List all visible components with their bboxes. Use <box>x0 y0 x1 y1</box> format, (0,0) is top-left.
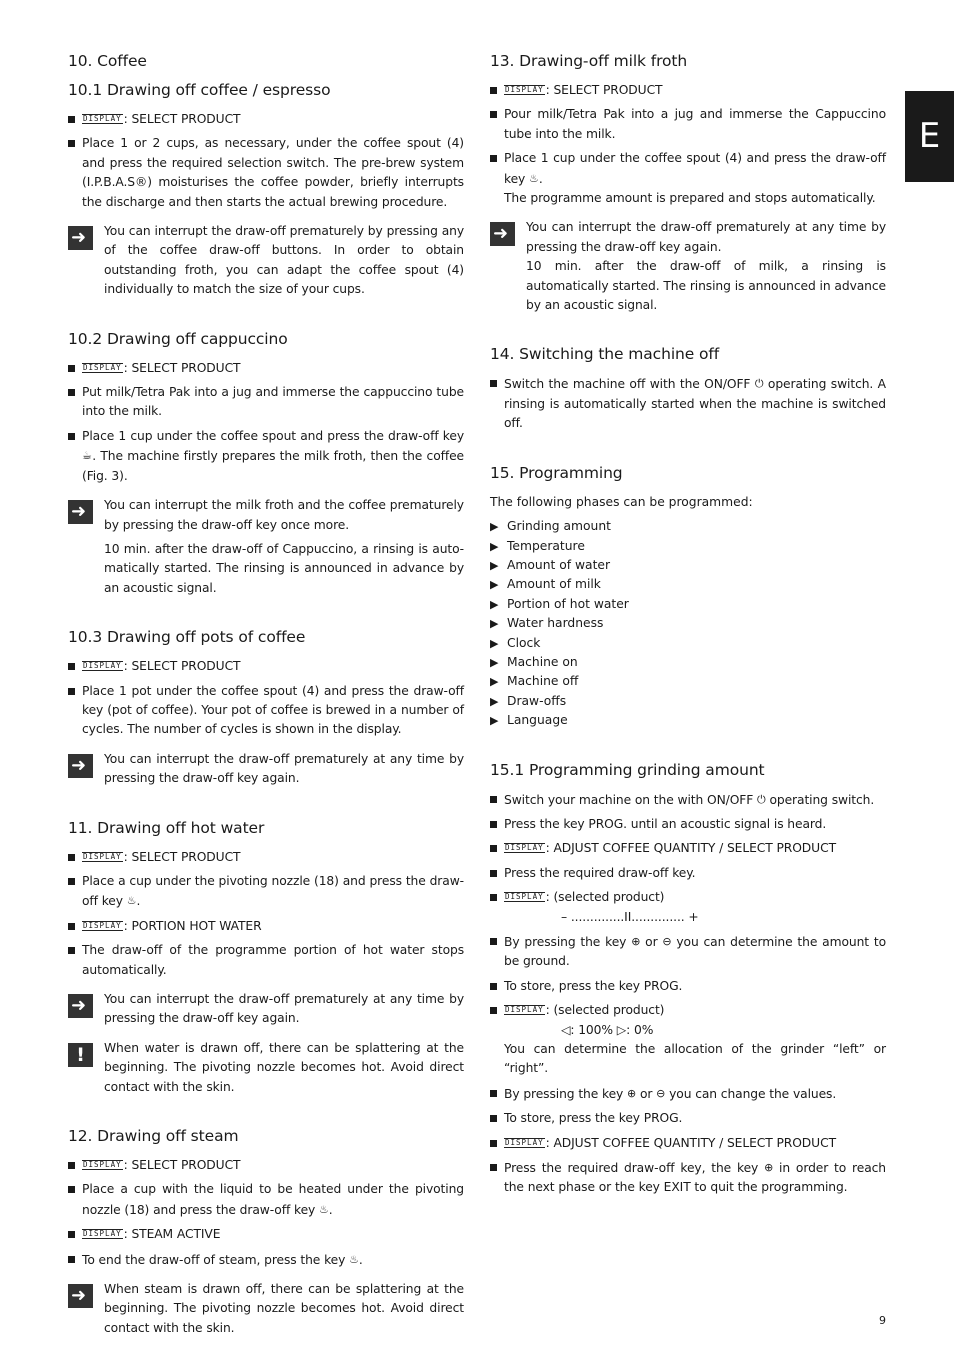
bullet: Place 1 cup under the coffee spout (4) and press the draw-off key ♨. The programme amount is prepared and stops automatically. <box>490 149 886 208</box>
cappuccino-key-icon: ☕ <box>82 449 93 463</box>
milk-key-icon: ♨ <box>529 171 539 185</box>
bullet: Place 1 or 2 cups, as necessary, under the coffee spout (4) and press the required selection switch. The pre-brew system (I.P.B.A.S®) moisturises the coffee powder, briefly interrupts the discharge and then starts the actual brewing procedure. <box>68 134 464 212</box>
bullet: DISPLAY : ADJUST COFFEE QUANTITY / SELECT PRODUCT <box>490 1134 886 1153</box>
steam-key-icon: ♨ <box>349 1252 359 1266</box>
note-box: ➜ You can interrupt the draw-off prematurely by pressing any of the coffee draw-off buttons. In order to obtain outstanding froth, you can adapt the coffee spout (4) individually to match the size of your cups. <box>68 222 464 300</box>
plus-icon: ⊕ <box>764 1161 774 1175</box>
bullet: DISPLAY : (selected product) – ..............II.............. + <box>490 888 886 927</box>
heading-10-2: 10.2 Drawing off cappuccino <box>68 329 288 348</box>
bullet: Press the key PROG. until an acoustic signal is heard. <box>490 815 886 834</box>
bullet: DISPLAY : SELECT PRODUCT <box>68 110 464 129</box>
bullet: Switch the machine off with the ON/OFF ⏻ operating switch. A rinsing is automatically started when the machine is switched off. <box>490 374 886 433</box>
display-icon: DISPLAY <box>83 362 122 372</box>
display-icon: DISPLAY <box>83 1160 122 1170</box>
bullet: DISPLAY : SELECT PRODUCT <box>68 657 464 676</box>
power-icon: ⏻ <box>757 792 766 806</box>
arrow-icon <box>490 222 515 246</box>
list-item: ▶ Portion of hot water <box>490 595 886 614</box>
bullet: To end the draw-off of steam, press the key ♨. <box>68 1250 464 1270</box>
note-box: ➜ You can interrupt the draw-off prematurely at any time by pressing the draw-off key again. <box>68 750 464 789</box>
exclamation-icon: ! <box>68 1043 93 1067</box>
hot-water-key-icon: ♨ <box>126 894 137 908</box>
list-item: ▶ Grinding amount <box>490 517 886 536</box>
minus-icon: ⊖ <box>656 1086 666 1100</box>
list-item: ▶ Water hardness <box>490 614 886 633</box>
list-item: ▶ Clock <box>490 634 886 653</box>
bullet: Press the required draw-off key, the key ⊕ in order to reach the next phase or the key EXIT to quit the programming. <box>490 1158 886 1198</box>
list-item: ▶ Language <box>490 711 886 730</box>
heading-12: 12. Drawing off steam <box>68 1127 239 1146</box>
display-icon: DISPLAY <box>83 851 122 861</box>
list-item: ▶ Amount of water <box>490 556 886 575</box>
heading-13: 13. Drawing-off milk froth <box>490 52 688 70</box>
heading-14: 14. Switching the machine off <box>490 345 720 364</box>
note-box: ➜ You can interrupt the milk froth and the coffee prematurely by pressing the draw-off key once more. 10 min. after the draw-off of Cappuccino, a rinsing is automatically started. The rinsing is announced in advance by an acoustic signal. <box>68 496 464 598</box>
note-box: ➜ You can interrupt the draw-off prematurely at any time by pressing the draw-off key again. 10 min. after the draw-off of milk, a rinsing is automatically started. The rinsing is announced in advance by an acoustic signal. <box>490 218 886 315</box>
plus-icon: ⊕ <box>631 935 641 948</box>
bullet: Place a cup under the pivoting nozzle (18) and press the draw-off key ♨. <box>68 872 464 912</box>
bullet: Pour milk/Tetra Pak into a jug and immerse the Cappuccino tube into the milk. <box>490 105 886 144</box>
phase-list <box>490 517 886 730</box>
list-item: ▶ Draw-offs <box>490 692 886 711</box>
heading-11: 11. Drawing off hot water <box>68 818 265 837</box>
list-item: ▶ Machine on <box>490 653 886 672</box>
display-icon: DISPLAY <box>505 892 544 902</box>
bullet: Press the required draw-off key. <box>490 864 886 883</box>
list-item: ▶ Amount of milk <box>490 575 886 594</box>
left-column <box>68 52 464 1346</box>
plus-icon: ⊕ <box>627 1086 637 1100</box>
bullet: Place 1 cup under the coffee spout and press the draw-off key ☕. The machine firstly prepares the milk froth, then the coffee (Fig. 3). <box>68 427 464 486</box>
arrow-icon <box>68 500 93 524</box>
note-box: ➜ When steam is drawn off, there can be splattering at the beginning. The pivoting nozzle becomes hot. Avoid direct contact with the skin. <box>68 1280 464 1338</box>
power-icon: ⏻ <box>754 377 764 391</box>
intro-text: The following phases can be programmed: <box>490 494 753 509</box>
heading-10-1: 10.1 Drawing off coffee / espresso <box>68 81 331 99</box>
bullet: Put milk/Tetra Pak into a jug and immerse the cappuccino tube into the milk. <box>68 383 464 422</box>
list-item: ▶ Machine off <box>490 672 886 691</box>
bullet: To store, press the key PROG. <box>490 1109 886 1128</box>
display-icon: DISPLAY <box>83 114 122 123</box>
display-icon: DISPLAY <box>83 1229 122 1239</box>
bullet: By pressing the key ⊕ or ⊖ you can change the values. <box>490 1084 886 1104</box>
display-icon: DISPLAY <box>505 1137 544 1147</box>
list-item: ▶ Temperature <box>490 537 886 556</box>
arrow-icon <box>68 226 93 250</box>
bullet: Place 1 pot under the coffee spout (4) and press the draw-off key (pot of coffee). Your pot of coffee is brewed in a number of cycles. The number of cycles is shown in the display. <box>68 682 464 740</box>
heading-10-3: 10.3 Drawing off pots of coffee <box>68 628 306 647</box>
heading-15-1: 15.1 Programming grinding amount <box>490 760 765 779</box>
bullet: By pressing the key ⊕ or ⊖ you can determine the amount to be ground. <box>490 932 886 972</box>
grinder-ratio: ◁: 100% ▷: 0% <box>561 1022 654 1037</box>
steam-key-icon: ♨ <box>319 1202 329 1216</box>
bullet: DISPLAY : STEAM ACTIVE <box>68 1225 464 1244</box>
bullet: DISPLAY : (selected product) ◁: 100% ▷: 0% You can determine the allocation of the grinder “left” or “right”. <box>490 1001 886 1079</box>
bullet: Place a cup with the liquid to be heated under the pivoting nozzle (18) and press the draw-off key ♨. <box>68 1180 464 1220</box>
amount-scale: – ..............II.............. + <box>561 909 699 924</box>
bullet: Switch your machine on the with ON/OFF ⏻ operating switch. <box>490 790 886 810</box>
minus-icon: ⊖ <box>662 935 672 948</box>
bullet: DISPLAY : SELECT PRODUCT <box>68 848 464 867</box>
page-number: 9 <box>879 1314 886 1327</box>
arrow-icon <box>68 1284 93 1308</box>
bullet: The draw-off of the programme portion of hot water stops automatically. <box>68 941 464 980</box>
arrow-icon <box>68 754 93 778</box>
bullet: DISPLAY : SELECT PRODUCT <box>68 359 464 378</box>
bullet: DISPLAY : SELECT PRODUCT <box>490 81 886 100</box>
heading-10: 10. Coffee <box>68 52 147 70</box>
display-icon: DISPLAY <box>505 85 544 94</box>
heading-15: 15. Programming <box>490 463 623 482</box>
display-icon: DISPLAY <box>505 843 544 853</box>
note-box: ➜ You can interrupt the draw-off prematurely at any time by pressing the draw-off key again. <box>68 990 464 1029</box>
display-icon: DISPLAY <box>83 920 122 930</box>
display-icon: DISPLAY <box>83 661 122 671</box>
bullet: To store, press the key PROG. <box>490 977 886 996</box>
arrow-icon <box>68 994 93 1018</box>
warning-box: ! When water is drawn off, there can be splattering at the beginning. The pivoting nozzle becomes hot. Avoid direct contact with the skin. <box>68 1039 464 1097</box>
bullet: DISPLAY : ADJUST COFFEE QUANTITY / SELECT PRODUCT <box>490 839 886 858</box>
bullet: DISPLAY : PORTION HOT WATER <box>68 917 464 936</box>
bullet: DISPLAY : SELECT PRODUCT <box>68 1156 464 1175</box>
display-icon: DISPLAY <box>505 1005 544 1015</box>
right-column <box>490 52 886 1203</box>
section-tab-e: E <box>905 91 954 182</box>
